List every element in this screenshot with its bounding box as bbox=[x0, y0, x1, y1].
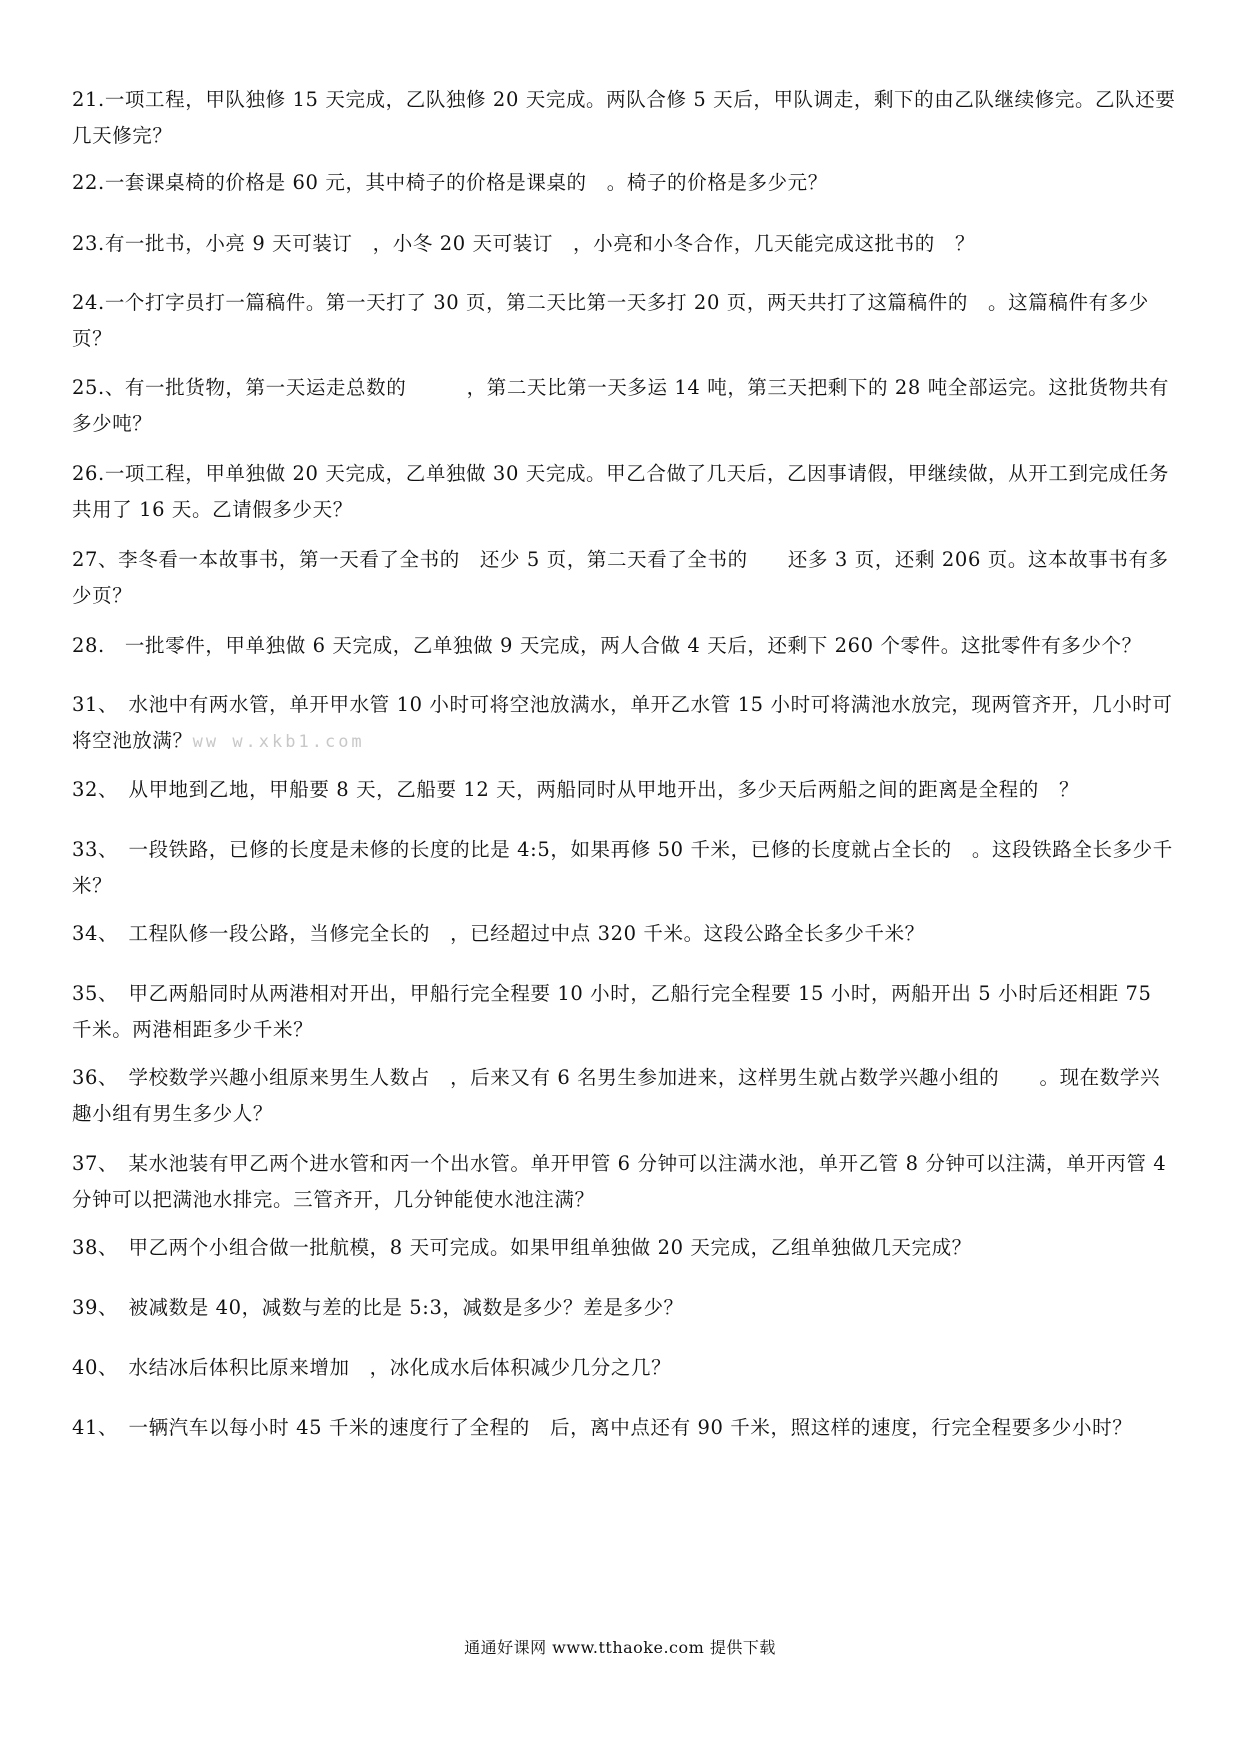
problem-separator: . bbox=[98, 634, 125, 657]
problem-number: 28 bbox=[72, 634, 99, 657]
problem-separator: 、 bbox=[98, 693, 129, 716]
problem-separator: 、 bbox=[98, 1236, 129, 1259]
problem-number: 40 bbox=[72, 1356, 99, 1379]
problem-text: 一批零件，甲单独做 6 天完成，乙单独做 9 天完成，两人合做 4 天后，还剩下 260 个零件。这批零件有多少个？ bbox=[124, 634, 1142, 657]
problem-text: 一套课桌椅的价格是 60 元，其中椅子的价格是课桌的 。椅子的价格是多少元？ bbox=[104, 171, 828, 194]
problem-separator: 、 bbox=[98, 1296, 129, 1319]
problem-number: 33 bbox=[72, 838, 99, 861]
problem-36 bbox=[72, 1060, 1178, 1132]
problem-text: 学校数学兴趣小组原来男生人数占 ，后来又有 6 名男生参加进来，这样男生就占数学兴趣小组的 。现在数学兴趣小组有男生多少人？ bbox=[72, 1066, 1161, 1125]
problem-number: 23 bbox=[72, 232, 99, 255]
problem-number: 36 bbox=[72, 1066, 99, 1089]
problem-separator: . bbox=[98, 291, 105, 314]
problem-28 bbox=[72, 628, 1178, 664]
problem-34 bbox=[72, 916, 1178, 952]
problem-35 bbox=[72, 976, 1178, 1048]
problem-text: 工程队修一段公路，当修完全长的 ，已经超过中点 320 千米。这段公路全长多少千米？ bbox=[128, 922, 925, 945]
problem-24 bbox=[72, 285, 1178, 357]
problem-22 bbox=[72, 165, 1178, 201]
problem-separator: 、 bbox=[98, 1416, 129, 1439]
problem-number: 24 bbox=[72, 291, 99, 314]
problem-text: 某水池装有甲乙两个进水管和丙一个出水管。单开甲管 6 分钟可以注满水池，单开乙管 8 分钟可以注满，单开丙管 4 分钟可以把满池水排完。三管齐开，几分钟能使水池注满？ bbox=[72, 1152, 1167, 1211]
problem-41 bbox=[72, 1410, 1178, 1446]
problem-25 bbox=[72, 370, 1178, 442]
problem-40 bbox=[72, 1350, 1178, 1386]
problem-text: 李冬看一本故事书，第一天看了全书的 还少 5 页，第二天看了全书的 还多 3 页，还剩 206 页。这本故事书有多少页？ bbox=[72, 548, 1169, 607]
problem-separator: .、 bbox=[98, 376, 125, 399]
problem-text: 一辆汽车以每小时 45 千米的速度行了全程的 后，离中点还有 90 千米，照这样的速度，行完全程要多少小时？ bbox=[128, 1416, 1133, 1439]
problem-number: 41 bbox=[72, 1416, 99, 1439]
problem-separator: . bbox=[98, 171, 105, 194]
problem-separator: . bbox=[98, 462, 105, 485]
problem-text: 一项工程，甲单独做 20 天完成，乙单独做 30 天完成。甲乙合做了几天后，乙因事请假，甲继续做，从开工到完成任务共用了 16 天。乙请假多少天？ bbox=[72, 462, 1169, 521]
problem-21 bbox=[72, 82, 1178, 154]
watermark-text: ww w.xkb1.com bbox=[192, 732, 365, 752]
problem-26 bbox=[72, 456, 1178, 528]
problem-text: 一段铁路，已修的长度是未修的长度的比是 4:5，如果再修 50 千米，已修的长度就占全长的 。这段铁路全长多少千米？ bbox=[72, 838, 1173, 897]
problem-separator: 、 bbox=[98, 1152, 129, 1175]
problem-text: 被减数是 40，减数与差的比是 5:3，减数是多少？差是多少？ bbox=[128, 1296, 684, 1319]
problem-text: 有一批书，小亮 9 天可装订 ，小冬 20 天可装订 ，小亮和小冬合作，几天能完成这批书的 ？ bbox=[104, 232, 976, 255]
problem-32 bbox=[72, 772, 1178, 808]
problem-number: 37 bbox=[72, 1152, 99, 1175]
problem-text: 甲乙两船同时从两港相对开出，甲船行完全程要 10 小时，乙船行完全程要 15 小时，两船开出 5 小时后还相距 75 千米。两港相距多少千米？ bbox=[72, 982, 1152, 1041]
problem-separator: 、 bbox=[98, 922, 129, 945]
problem-27 bbox=[72, 542, 1178, 614]
problem-text: 一项工程，甲队独修 15 天完成，乙队独修 20 天完成。两队合修 5 天后，甲队调走，剩下的由乙队继续修完。乙队还要几天修完？ bbox=[72, 88, 1176, 147]
problem-text: 甲乙两个小组合做一批航模，8 天可完成。如果甲组单独做 20 天完成，乙组单独做几天完成？ bbox=[128, 1236, 972, 1259]
problem-separator: 、 bbox=[98, 548, 119, 571]
problem-number: 22 bbox=[72, 171, 99, 194]
problem-number: 26 bbox=[72, 462, 99, 485]
problem-number: 39 bbox=[72, 1296, 99, 1319]
problem-separator: 、 bbox=[98, 982, 129, 1005]
problem-38 bbox=[72, 1230, 1178, 1266]
problem-text: 从甲地到乙地，甲船要 8 天，乙船要 12 天，两船同时从甲地开出，多少天后两船之间的距离是全程的 ？ bbox=[128, 778, 1080, 801]
problem-separator: . bbox=[98, 232, 105, 255]
problem-separator: 、 bbox=[98, 1066, 129, 1089]
problem-number: 38 bbox=[72, 1236, 99, 1259]
problem-number: 32 bbox=[72, 778, 99, 801]
problem-text: 一个打字员打一篇稿件。第一天打了 30 页，第二天比第一天多打 20 页，两天共打了这篇稿件的 。这篇稿件有多少页？ bbox=[72, 291, 1149, 350]
problem-separator: 、 bbox=[98, 838, 129, 861]
problem-text: 有一批货物，第一天运走总数的 ，第二天比第一天多运 14 吨，第三天把剩下的 28 吨全部运完。这批货物共有多少吨？ bbox=[72, 376, 1169, 435]
problem-number: 25 bbox=[72, 376, 99, 399]
problem-separator: 、 bbox=[98, 778, 129, 801]
problem-text: 水池中有两水管，单开甲水管 10 小时可将空池放满水，单开乙水管 15 小时可将满池水放完，现两管齐开，几小时可将空池放满？ bbox=[72, 693, 1173, 752]
problem-39 bbox=[72, 1290, 1178, 1326]
problem-text: 水结冰后体积比原来增加 ，冰化成水后体积减少几分之几？ bbox=[128, 1356, 672, 1379]
problem-number: 21 bbox=[72, 88, 99, 111]
problem-number: 34 bbox=[72, 922, 99, 945]
problem-23 bbox=[72, 226, 1178, 262]
page-footer: 通通好课网 www.tthaoke.com 提供下载 bbox=[464, 1638, 776, 1657]
problem-37 bbox=[72, 1146, 1178, 1218]
problem-31 bbox=[72, 687, 1178, 760]
problem-separator: 、 bbox=[98, 1356, 129, 1379]
problem-number: 27 bbox=[72, 548, 99, 571]
problem-separator: . bbox=[98, 88, 105, 111]
problem-33 bbox=[72, 832, 1178, 904]
problem-number: 31 bbox=[72, 693, 99, 716]
problem-number: 35 bbox=[72, 982, 99, 1005]
